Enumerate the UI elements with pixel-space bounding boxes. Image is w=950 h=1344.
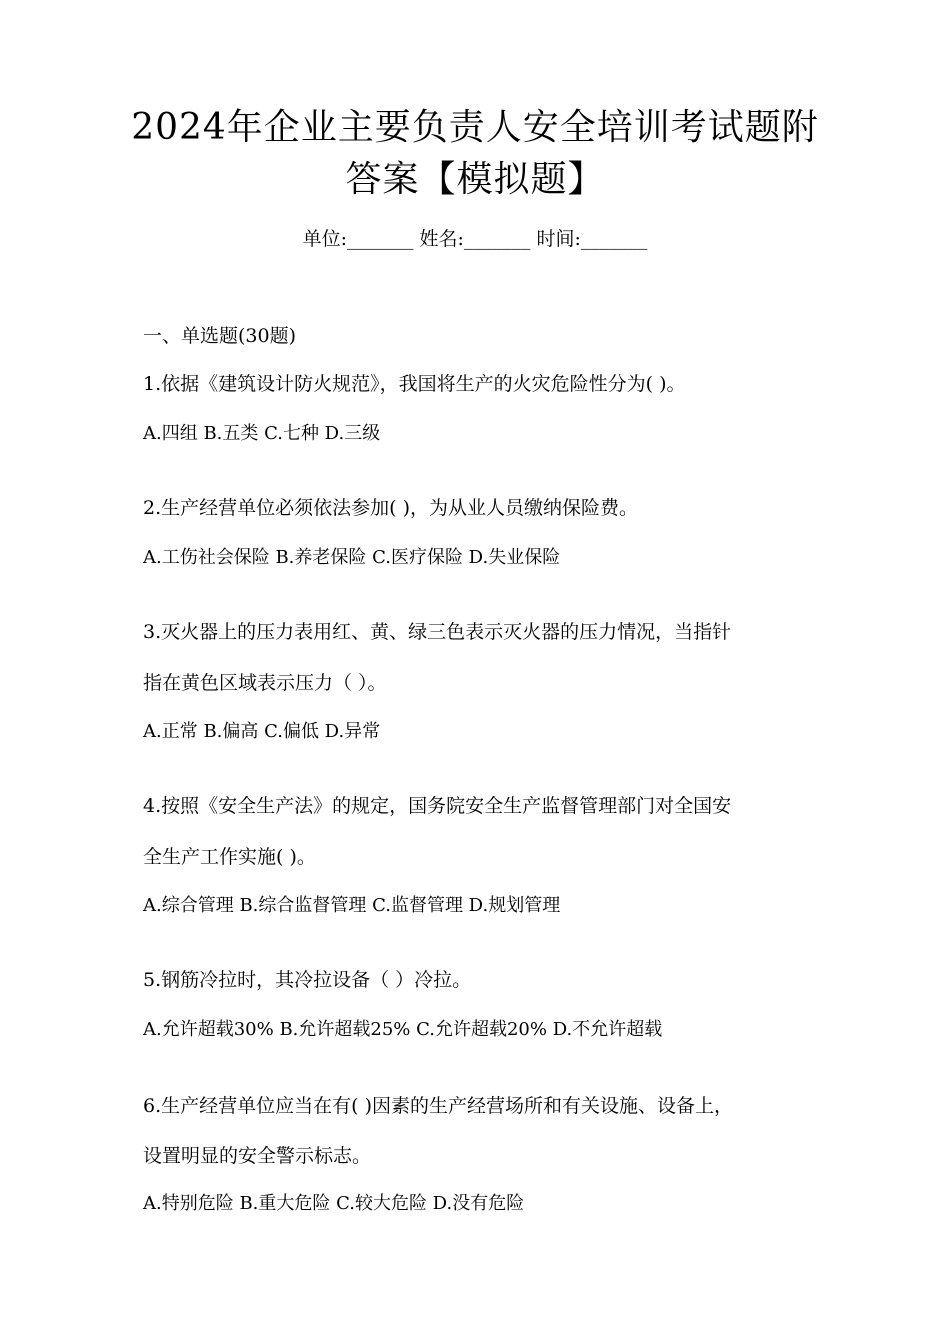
question-1-text: 1.依据《建筑设计防火规范》，我国将生产的火灾危险性分为( )。	[143, 373, 686, 395]
respondent-info-line: 单位:_______ 姓名:_______ 时间:_______	[302, 228, 648, 250]
question-1-options: A.四组 B.五类 C.七种 D.三级	[143, 423, 381, 444]
document-title-line1: 2024年企业主要负责人安全培训考试题附	[131, 107, 819, 148]
question-6-text-line1: 6.生产经营单位应当在有( )因素的生产经营场所和有关设施、设备上，	[143, 1095, 733, 1117]
question-5-text: 5.钢筋冷拉时，其冷拉设备（ ）冷拉。	[143, 969, 472, 991]
document-title-line2: 答案【模拟题】	[345, 159, 605, 200]
question-3-text-line1: 3.灭火器上的压力表用红、黄、绿三色表示灭火器的压力情况，当指针	[143, 621, 732, 643]
question-2-options: A.工伤社会保险 B.养老保险 C.医疗保险 D.失业保险	[143, 547, 561, 568]
question-4-text-line2: 全生产工作实施( )。	[143, 846, 316, 868]
question-6-options: A.特别危险 B.重大危险 C.较大危险 D.没有危险	[143, 1193, 525, 1214]
question-6-text-line2: 设置明显的安全警示标志。	[143, 1145, 372, 1167]
question-2-text: 2.生产经营单位必须依法参加( )，为从业人员缴纳保险费。	[143, 497, 638, 519]
question-5-options: A.允许超载30% B.允许超载25% C.允许超载20% D.不允许超载	[143, 1019, 663, 1040]
question-4-options: A.综合管理 B.综合监督管理 C.监督管理 D.规划管理	[143, 895, 561, 916]
question-4-text-line1: 4.按照《安全生产法》的规定，国务院安全生产监督管理部门对全国安	[143, 795, 732, 817]
question-3-text-line2: 指在黄色区域表示压力（ ）。	[143, 672, 387, 694]
question-3-options: A.正常 B.偏高 C.偏低 D.异常	[143, 721, 381, 742]
section-heading: 一、单选题(30题)	[143, 325, 297, 347]
